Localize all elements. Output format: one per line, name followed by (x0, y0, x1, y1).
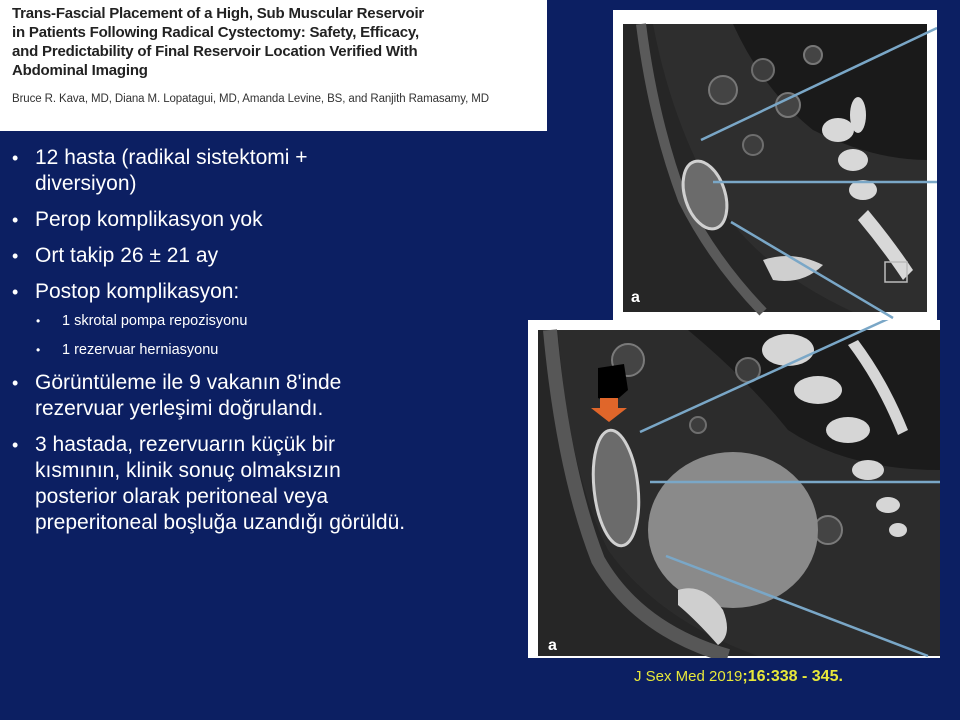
bullet-dot-icon: • (12, 435, 19, 455)
ct-scan-bottom-graphic (528, 320, 940, 658)
bullet-text: Görüntüleme ile 9 vakanın 8'inde rezervuar yerleşimi doğrulandı. (35, 371, 342, 420)
paper-authors: Bruce R. Kava, MD, Diana M. Lopatagui, MD, Amanda Levine, BS, and Ranjith Ramasamy, MD (12, 93, 489, 105)
bullet-dot-icon: • (12, 373, 19, 393)
paper-title-line: in Patients Following Radical Cystectomy: Safety, Efficacy, (12, 24, 419, 41)
sub-bullet-item (12, 311, 389, 331)
findings-list (12, 145, 412, 546)
ct-image-top (613, 10, 937, 320)
bullet-item (12, 370, 412, 422)
bullet-item (12, 243, 412, 269)
sub-bullet-text: 1 skrotal pompa repozisyonu (62, 313, 248, 329)
bullet-item (12, 432, 412, 536)
complication-sublist (35, 311, 412, 360)
bullet-dot-icon: • (12, 210, 19, 230)
sub-bullet-dot-icon: • (36, 343, 41, 357)
bullet-text: 3 hastada, rezervuarın küçük bir kısmının, klinik sonuç olmaksızın posterior olarak peritoneal veya preperitoneal boşluğa uzandığı görüldü. (35, 433, 406, 534)
ct-panel-label-top: a (631, 289, 640, 306)
bullet-dot-icon: • (12, 246, 19, 266)
citation-journal: J Sex Med 2019 (634, 668, 743, 685)
bullet-text: Postop komplikasyon: (35, 280, 240, 303)
citation-detail: ;16:338 - 345. (742, 668, 843, 685)
sub-bullet-item (12, 340, 389, 360)
bullet-dot-icon: • (12, 148, 19, 168)
bullet-text: 12 hasta (radikal sistektomi + diversiyon) (35, 146, 308, 195)
bullet-dot-icon: • (12, 282, 19, 302)
sub-bullet-dot-icon: • (36, 314, 41, 328)
bullet-item (12, 207, 412, 233)
paper-title-line: and Predictability of Final Reservoir Location Verified With (12, 43, 418, 60)
paper-title-line: Trans-Fascial Placement of a High, Sub Muscular Reservoir (12, 5, 425, 22)
bullet-text: Ort takip 26 ± 21 ay (35, 244, 219, 267)
ct-image-bottom (528, 320, 940, 658)
ct-scan-top-graphic (613, 10, 937, 320)
bullet-text: Perop komplikasyon yok (35, 208, 263, 231)
citation (634, 668, 843, 686)
paper-title (12, 4, 539, 80)
ct-panel-label-bottom: a (548, 637, 557, 654)
sub-bullet-text: 1 rezervuar herniasyonu (62, 342, 219, 358)
bullet-item (12, 279, 412, 360)
bullet-item (12, 145, 412, 197)
paper-header (0, 0, 547, 131)
paper-title-line: Abdominal Imaging (12, 62, 148, 79)
